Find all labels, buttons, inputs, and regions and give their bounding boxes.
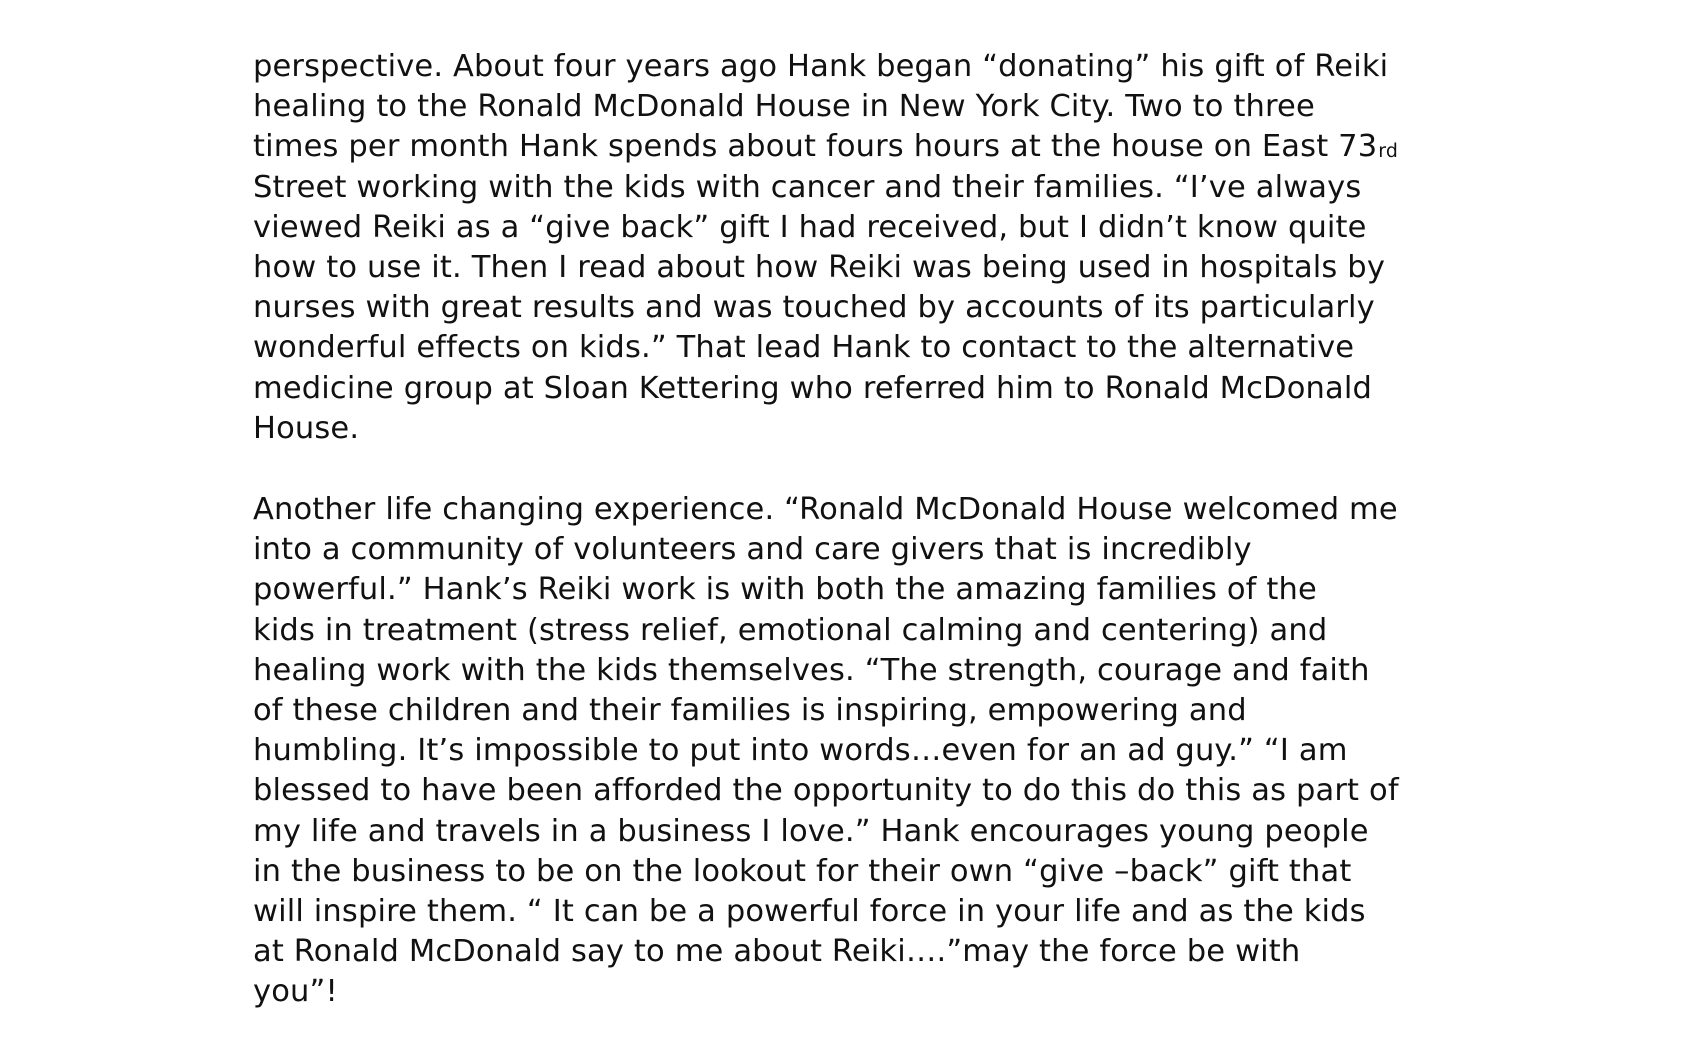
paragraph-life-changing (253, 490, 1503, 1012)
text-line: at Ronald McDonald say to me about Reiki….”may the force be with (253, 934, 1301, 970)
text-line: how to use it. Then I read about how Reiki was being used in hospitals by (253, 249, 1386, 285)
text-line: of these children and their families is inspiring, empowering and (253, 692, 1247, 728)
text-line: Another life changing experience. “Ronald McDonald House welcomed me (253, 492, 1398, 527)
text-line: kids in treatment (stress relief, emotional calming and centering) and (253, 612, 1328, 648)
text-line: in the business to be on the lookout for their own “give –back” gift that (253, 853, 1352, 889)
text-line: powerful.” Hank’s Reiki work is with both the amazing families of the (253, 572, 1317, 608)
text-line: will inspire them. “ It can be a powerful force in your life and as the kids (253, 893, 1366, 929)
text-line: my life and travels in a business I love.” Hank encourages young people (253, 813, 1369, 849)
text-line: healing to the Ronald McDonald House in New York City. Two to three (253, 89, 1315, 125)
text-line: humbling. It’s impossible to put into words…even for an ad guy.” “I am (253, 733, 1348, 769)
text-line: healing work with the kids themselves. “The strength, courage and faith (253, 652, 1370, 688)
text-line-main: times per month Hank spends about fours hours at the house on East 73 (253, 129, 1378, 165)
text-line: blessed to have been afforded the opportunity to do this do this as part of (253, 773, 1399, 809)
text-line: House. (253, 410, 360, 446)
text-line: Street working with the kids with cancer and their families. “I’ve always (253, 169, 1362, 205)
ordinal-suffix: rd (1378, 140, 1399, 163)
text-line: nurses with great results and was touched by accounts of its particularly (253, 290, 1375, 326)
text-line: viewed Reiki as a “give back” gift I had received, but I didn’t know quite (253, 209, 1367, 245)
text-line: wonderful effects on kids.” That lead Hank to contact to the alternative (253, 330, 1355, 366)
text-line: perspective. About four years ago Hank began “donating” his gift of Reiki (253, 49, 1389, 84)
text-line: into a community of volunteers and care givers that is incredibly (253, 532, 1252, 568)
text-line: medicine group at Sloan Kettering who referred him to Ronald McDonald (253, 370, 1372, 406)
paragraph-reiki-donation (253, 47, 1503, 449)
text-line (253, 127, 1503, 167)
text-line: you”! (253, 974, 338, 1010)
